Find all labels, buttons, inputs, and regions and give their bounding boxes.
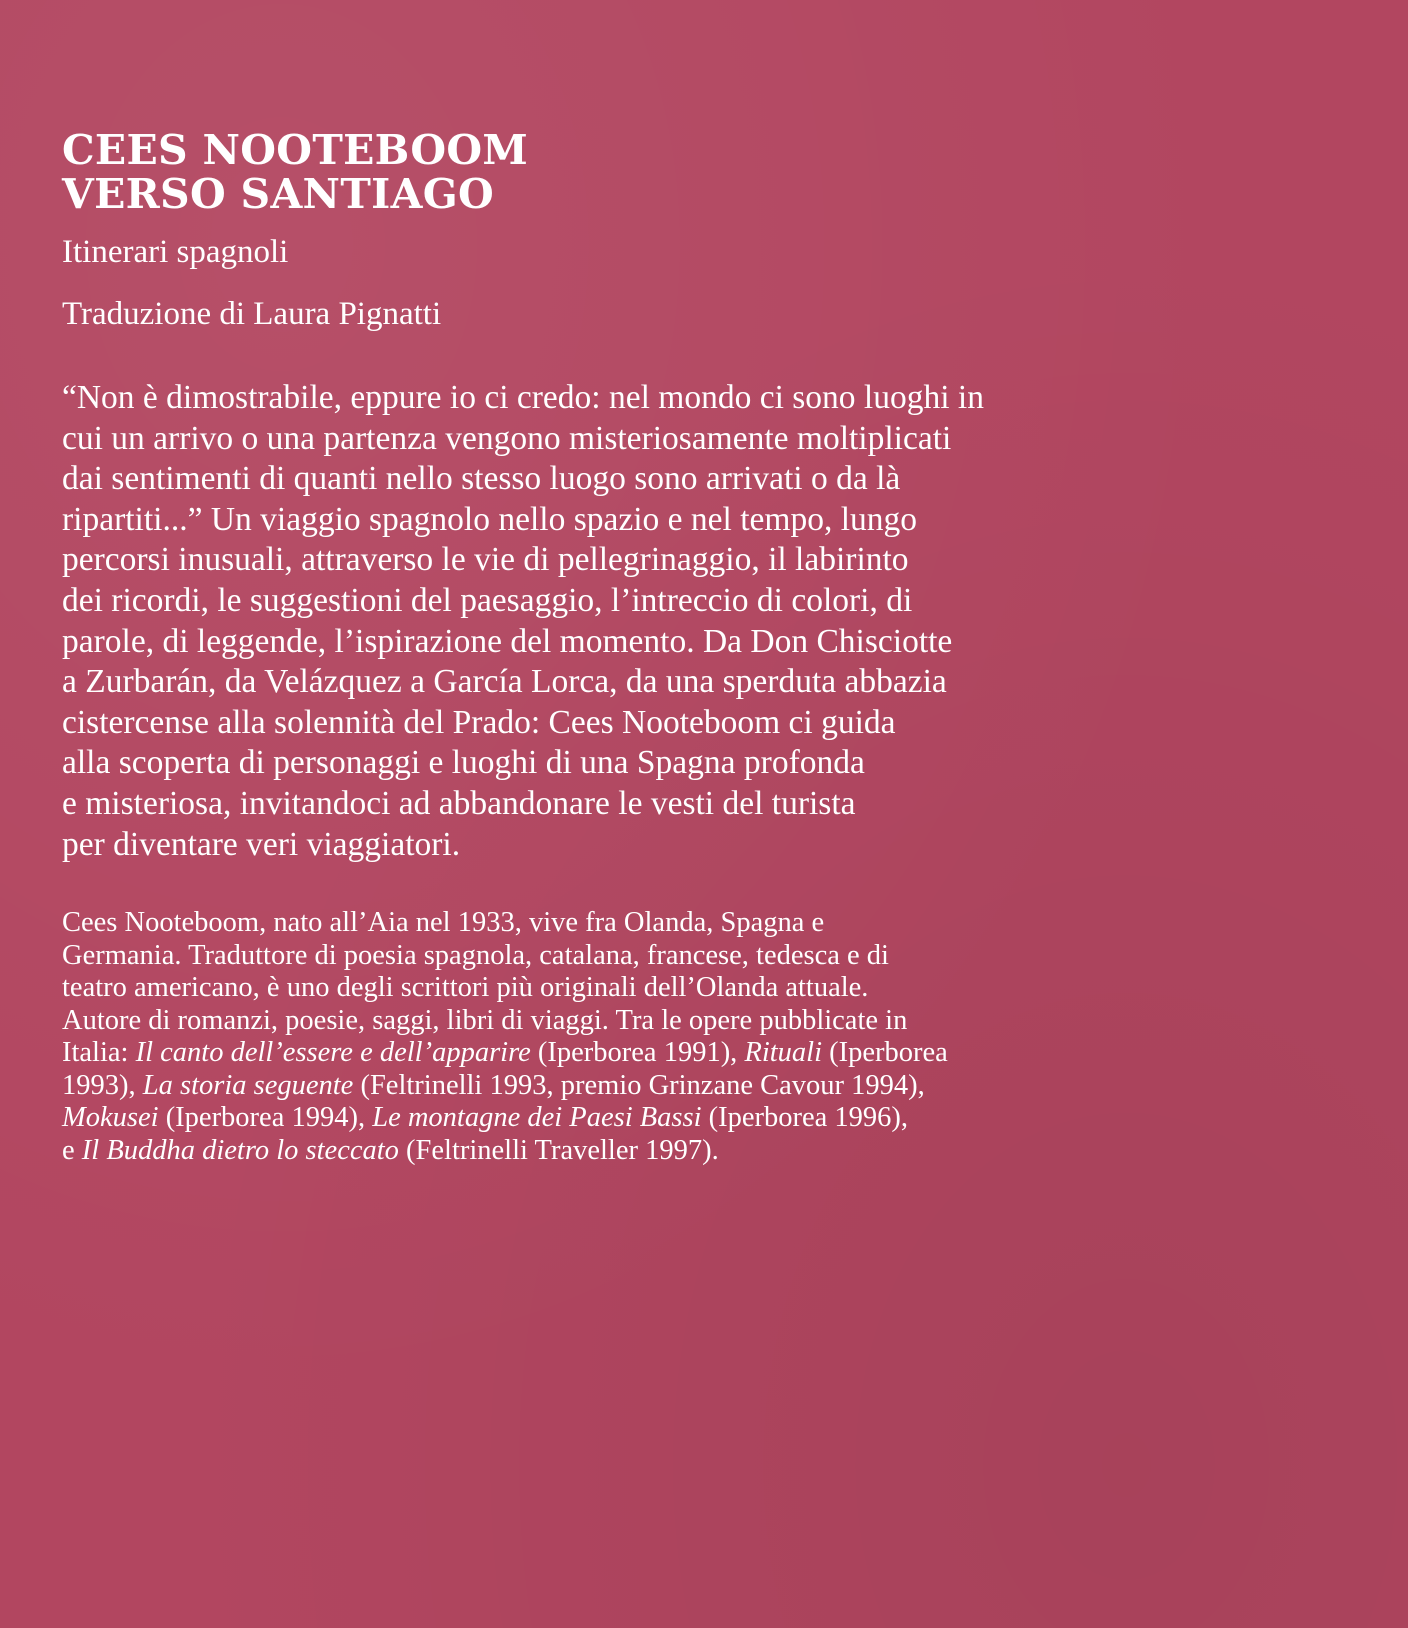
bio-text: (Iperborea 1991), [530,1037,745,1069]
blurb-line: percorsi inusuali, attraverso le vie di pellegrinaggio, il labirinto [62,541,909,579]
book-title-italic: Le montagne dei Paesi Bassi [372,1102,702,1134]
blurb-paragraph [62,378,1362,865]
blurb-line: cistercense alla solennità del Prado: Cees Nooteboom ci guida [62,703,896,741]
book-title [62,128,1362,216]
cover-text [62,128,1362,1167]
bio-line [62,1037,1362,1070]
blurb-line: parole, di leggende, l’ispirazione del momento. Da Don Chisciotte [62,622,953,660]
bio-text: Italia: [62,1037,136,1069]
title-author-line: CEES NOOTEBOOM [62,126,529,174]
bio-line [62,1102,1362,1135]
translator-credit: Traduzione di Laura Pignatti [62,296,442,332]
author-bio [62,907,1362,1167]
bio-text: (Iperborea 1996), [701,1102,909,1134]
bio-line: Autore di romanzi, poesie, saggi, libri di viaggi. Tra le opere pubblicate in [62,1004,908,1036]
book-title-italic: Il Buddha dietro lo steccato [81,1134,399,1166]
title-book-line: VERSO SANTIAGO [62,170,495,218]
blurb-line: dei ricordi, le suggestioni del paesaggio, l’intreccio di colori, di [62,581,913,619]
book-title-italic: Il canto dell’essere e dell’apparire [135,1037,531,1069]
book-title-italic: Mokusei [62,1102,159,1134]
blurb-line: cui un arrivo o una partenza vengono misteriosamente moltiplicati [62,419,952,457]
blurb-line: ripartiti...” Un viaggio spagnolo nello spazio e nel tempo, lungo [62,500,918,538]
bio-text: 1993), [62,1069,143,1101]
book-title-italic: La storia seguente [142,1069,354,1101]
bio-line: Cees Nooteboom, nato all’Aia nel 1933, vive fra Olanda, Spagna e [62,907,825,939]
bio-line [62,1070,1362,1103]
blurb-line: “Non è dimostrabile, eppure io ci credo: nel mondo ci sono luoghi in [62,379,984,416]
book-title-italic: Rituali [744,1037,823,1069]
bio-text: (Iperborea 1994), [158,1102,373,1134]
bio-text: e [62,1134,82,1166]
bio-line [62,1135,1362,1168]
bio-line: Germania. Traduttore di poesia spagnola, catalana, francese, tedesca e di [62,939,889,971]
blurb-line: per diventare veri viaggiatori. [62,825,461,863]
blurb-line: e misteriosa, invitandoci ad abbandonare le vesti del turista [62,784,856,822]
bio-text: (Iperborea [822,1037,948,1069]
blurb-line: alla scoperta di personaggi e luoghi di una Spagna profonda [62,744,865,782]
blurb-line: dai sentimenti di quanti nello stesso luogo sono arrivati o da là [62,460,901,498]
bio-text: (Feltrinelli 1993, premio Grinzane Cavour 1994), [353,1069,925,1101]
bio-line: teatro americano, è uno degli scrittori più originali dell’Olanda attuale. [62,972,869,1004]
book-subtitle: Itinerari spagnoli [62,234,289,270]
bio-text: (Feltrinelli Traveller 1997). [398,1134,719,1166]
blurb-line: a Zurbarán, da Velázquez a García Lorca, da una sperduta abbazia [62,663,947,701]
